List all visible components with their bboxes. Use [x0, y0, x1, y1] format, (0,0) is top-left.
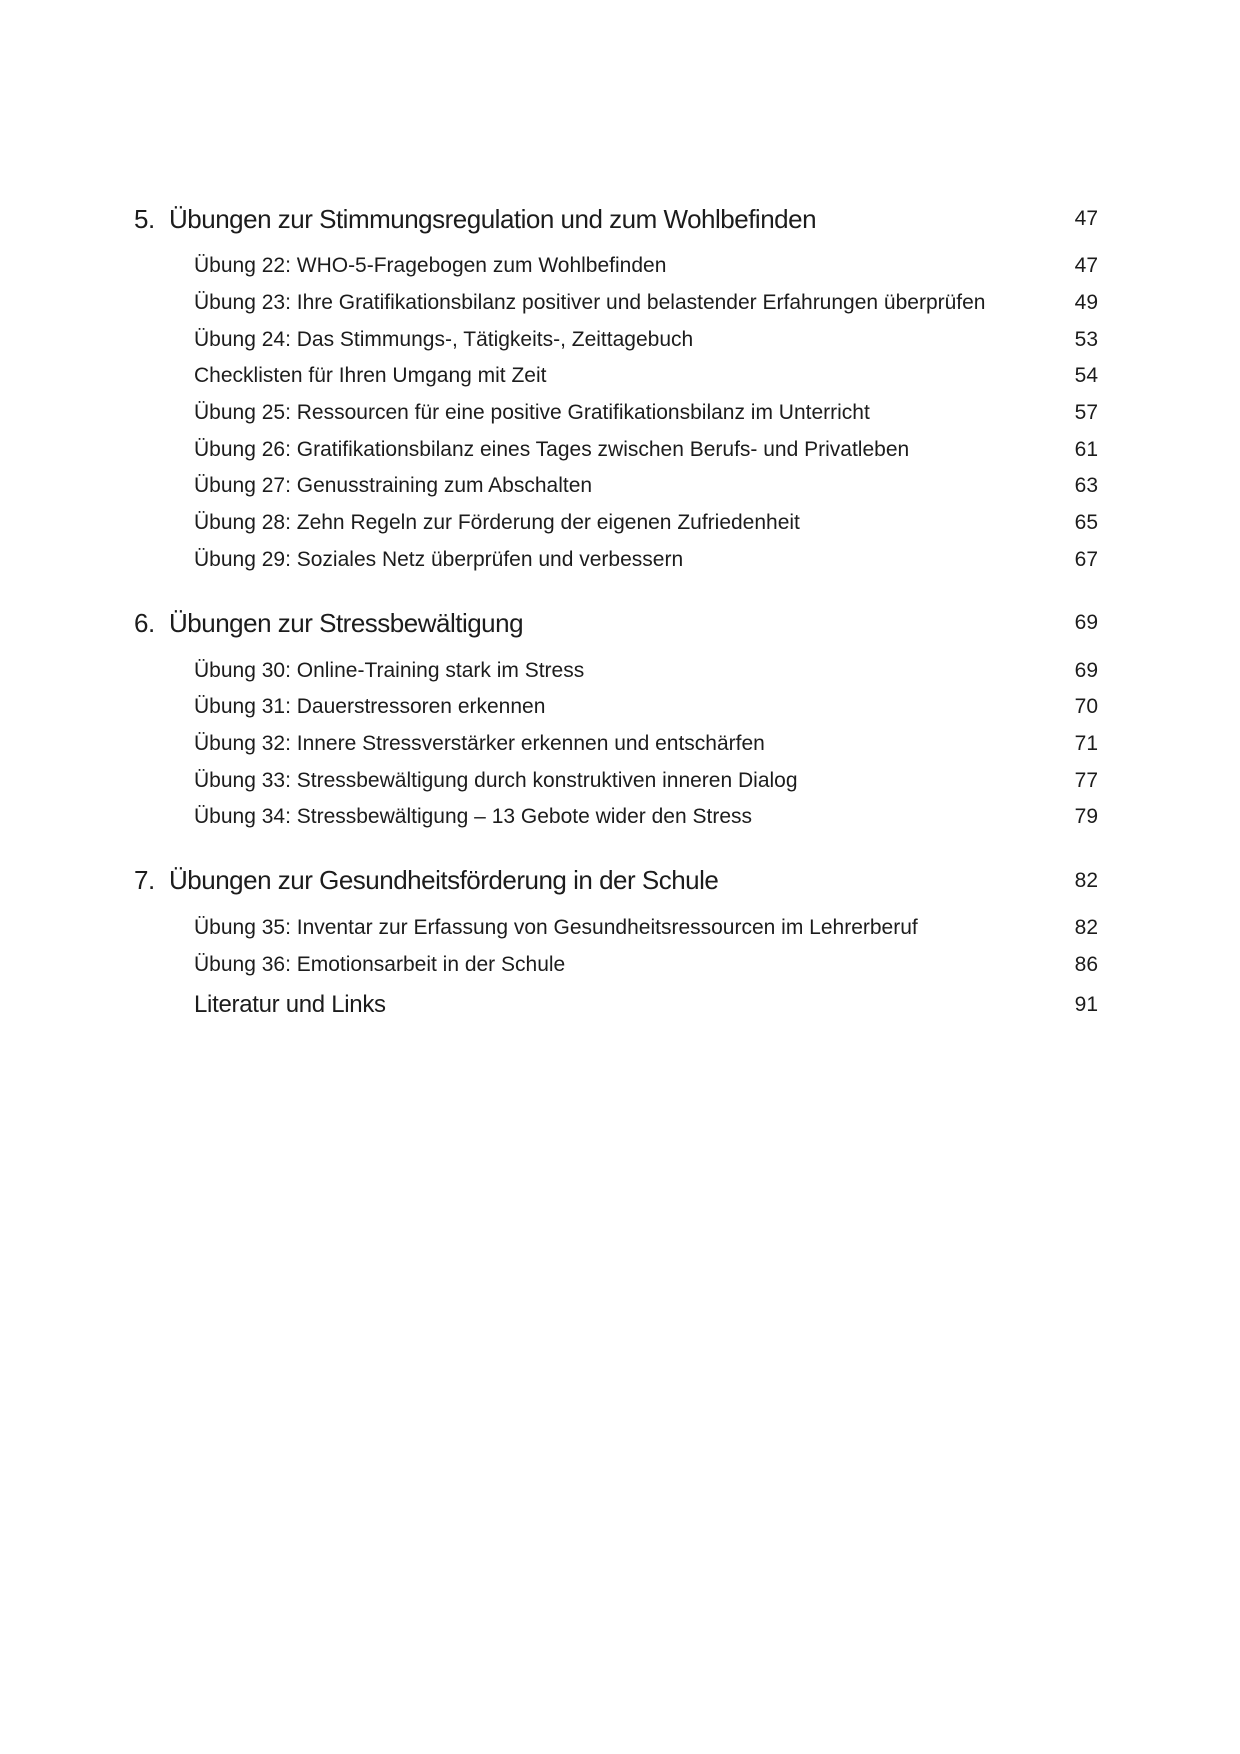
section-title: Übungen zur Gesundheitsförderung in der Schule [169, 865, 719, 896]
toc-entry [194, 799, 1098, 836]
toc-entry-page-number: 82 [1074, 915, 1098, 939]
toc-entry-title: Übung 32: Innere Stressverstärker erkennen und entschärfen [194, 731, 765, 755]
section-page-number: 69 [1074, 611, 1098, 635]
toc-entry [194, 395, 1098, 432]
toc-entry [194, 726, 1098, 763]
toc-entry [194, 285, 1098, 322]
toc-entry [194, 689, 1098, 726]
toc-entry-page-number: 69 [1074, 658, 1098, 682]
toc-entry-page-number: 47 [1074, 254, 1098, 278]
toc-entry-title: Übung 25: Ressourcen für eine positive Gratifikationsbilanz im Unterricht [194, 401, 870, 425]
section-page-number: 82 [1074, 868, 1098, 892]
toc-entry [194, 358, 1098, 395]
toc-entry-page-number: 63 [1074, 474, 1098, 498]
toc-entry-page-number: 61 [1074, 437, 1098, 461]
toc-entry-page-number: 54 [1074, 364, 1098, 388]
toc-entry-page-number: 65 [1074, 511, 1098, 535]
toc-entry [194, 248, 1098, 285]
toc-entry-page-number: 71 [1074, 731, 1098, 755]
toc-entry-page-number: 57 [1074, 401, 1098, 425]
toc-entry [194, 321, 1098, 358]
toc-entry [194, 910, 1098, 947]
section-items [194, 910, 1098, 1025]
toc-entry-title: Übung 33: Stressbewältigung durch konstruktiven inneren Dialog [194, 768, 798, 792]
toc-entry [194, 542, 1098, 579]
section-title: Übungen zur Stressbewältigung [169, 607, 524, 638]
section-number: 5. [134, 203, 155, 234]
toc-entry [194, 652, 1098, 689]
toc-entry-title: Übung 36: Emotionsarbeit in der Schule [194, 952, 566, 976]
section-heading [134, 606, 1098, 640]
toc-entry-page-number: 70 [1074, 695, 1098, 719]
toc-entry-page-number: 79 [1074, 805, 1098, 829]
toc-entry-title: Übung 24: Das Stimmungs-, Tätigkeits-, Zeittagebuch [194, 327, 694, 351]
toc-entry-title: Literatur und Links [194, 991, 386, 1018]
toc-entry [194, 505, 1098, 542]
toc-entry-title: Checklisten für Ihren Umgang mit Zeit [194, 364, 547, 388]
toc-entry-page-number: 86 [1074, 952, 1098, 976]
toc-entry-page-number: 49 [1074, 291, 1098, 315]
section-number: 6. [134, 607, 155, 638]
toc-section-6 [134, 606, 1098, 835]
section-heading [134, 202, 1098, 236]
toc-entry-literatur [194, 985, 1098, 1025]
toc-entry-title: Übung 22: WHO-5-Fragebogen zum Wohlbefinden [194, 254, 667, 278]
toc-entry-title: Übung 29: Soziales Netz überprüfen und verbessern [194, 547, 684, 571]
toc-entry-page-number: 67 [1074, 547, 1098, 571]
toc-entry [194, 946, 1098, 983]
toc-section-7 [134, 864, 1098, 1025]
toc-entry-page-number: 53 [1074, 327, 1098, 351]
toc-entry-title: Übung 26: Gratifikationsbilanz eines Tages zwischen Berufs- und Privatleben [194, 437, 910, 461]
toc-entry-page-number: 91 [1074, 993, 1098, 1016]
toc-entry [194, 431, 1098, 468]
toc-entry-title: Übung 34: Stressbewältigung – 13 Gebote wider den Stress [194, 805, 753, 829]
section-number: 7. [134, 865, 155, 896]
section-items [194, 652, 1098, 835]
toc-entry [194, 468, 1098, 505]
toc-section-5 [134, 202, 1098, 578]
toc-entry-title: Übung 35: Inventar zur Erfassung von Gesundheitsressourcen im Lehrerberuf [194, 915, 918, 939]
toc-entry-page-number: 77 [1074, 768, 1098, 792]
section-heading [134, 864, 1098, 898]
section-page-number: 47 [1074, 207, 1098, 230]
toc-entry-title: Übung 31: Dauerstressoren erkennen [194, 695, 546, 719]
section-title: Übungen zur Stimmungsregulation und zum Wohlbefinden [169, 203, 817, 234]
section-items [194, 248, 1098, 578]
toc-entry-title: Übung 28: Zehn Regeln zur Förderung der eigenen Zufriedenheit [194, 511, 800, 535]
toc-entry-title: Übung 23: Ihre Gratifikationsbilanz positiver und belastender Erfahrungen überprüfen [194, 291, 986, 315]
toc-entry [194, 762, 1098, 799]
toc-entry-title: Übung 30: Online-Training stark im Stress [194, 658, 585, 682]
toc-entry-title: Übung 27: Genusstraining zum Abschalten [194, 474, 593, 498]
